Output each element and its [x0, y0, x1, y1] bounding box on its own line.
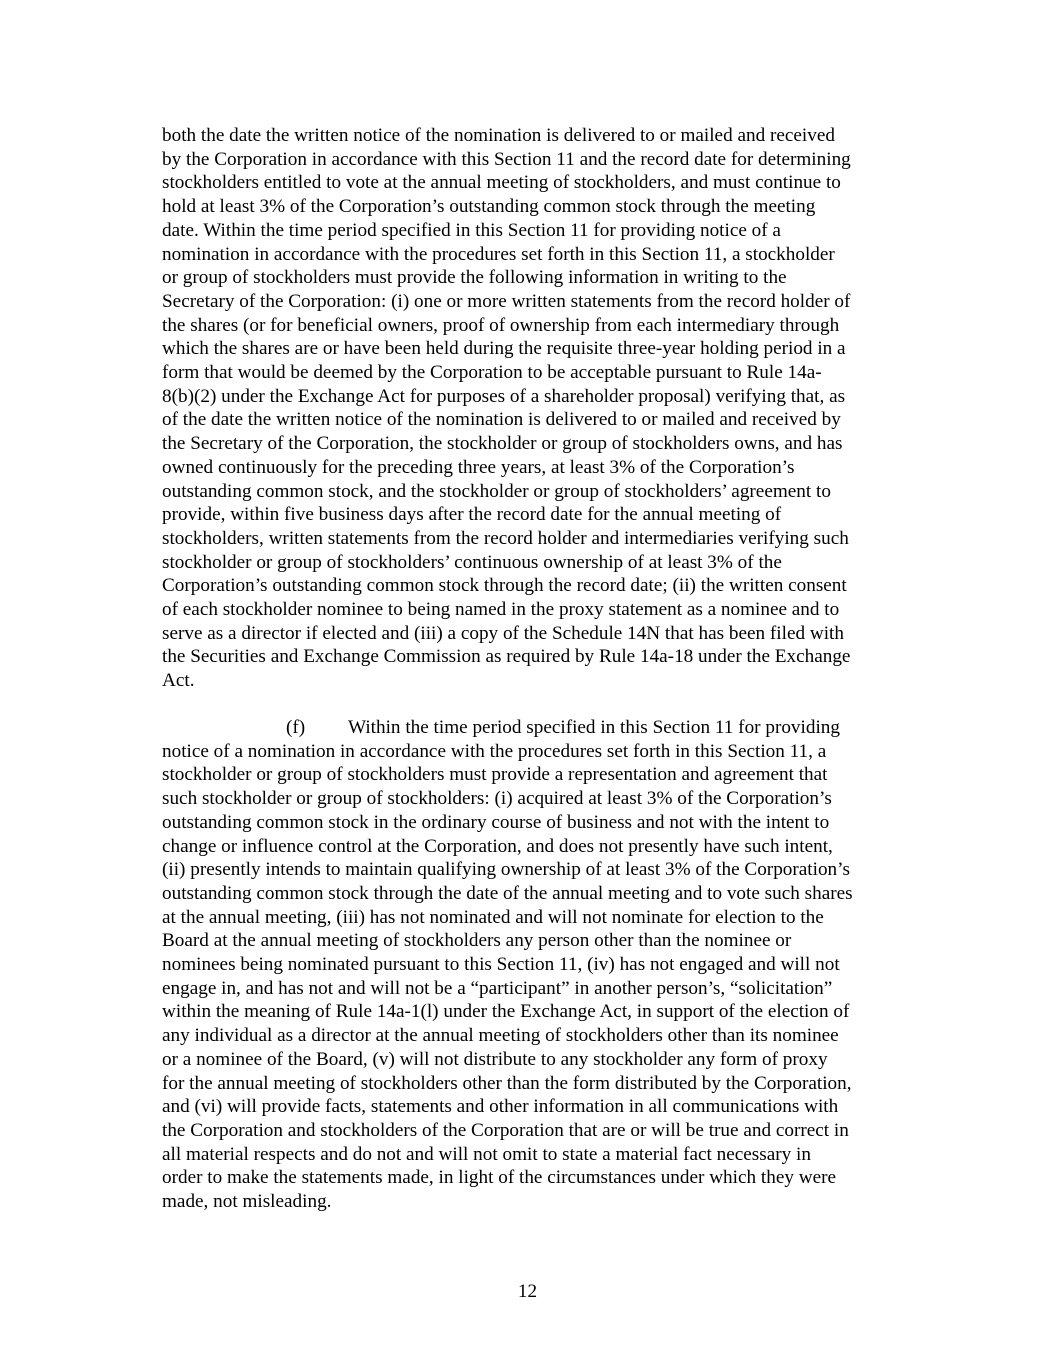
text-line: outstanding common stock in the ordinary course of business and not with the intent to [162, 811, 830, 833]
text-line: all material respects and do not and will not omit to state a material fact necessary in [162, 1143, 811, 1165]
text-line: 8(b)(2) under the Exchange Act for purposes of a shareholder proposal) verifying that, as [162, 385, 846, 407]
text-line: of the date the written notice of the nomination is delivered to or mailed and received by [162, 409, 841, 431]
text-line: engage in, and has not and will not be a “participant” in another person’s, “solicitation” [162, 977, 833, 999]
text-line: both the date the written notice of the nomination is delivered to or mailed and received [162, 125, 835, 146]
text-line: at the annual meeting, (iii) has not nominated and will not nominate for election to the [162, 906, 824, 928]
text-line: the Corporation and stockholders of the Corporation that are or will be true and correct in [162, 1119, 849, 1141]
text-line: stockholders, written statements from the record holder and intermediaries verifying such [162, 527, 849, 549]
text-line: for the annual meeting of stockholders other than the form distributed by the Corporation, [162, 1072, 852, 1094]
text-line: within the meaning of Rule 14a-1(l) under the Exchange Act, in support of the election of [162, 1001, 850, 1023]
text-line: Board at the annual meeting of stockholders any person other than the nominee or [162, 930, 792, 952]
paragraph-marker: (f) [286, 717, 306, 738]
text-line: any individual as a director at the annual meeting of stockholders other than its nominee [162, 1025, 839, 1047]
text-line: serve as a director if elected and (iii) a copy of the Schedule 14N that has been filed with [162, 622, 844, 644]
text-line: the Secretary of the Corporation, the stockholder or group of stockholders owns, and has [162, 433, 843, 455]
text-line: such stockholder or group of stockholders: (i) acquired at least 3% of the Corporation’s [162, 788, 832, 810]
text-line: Act. [162, 670, 195, 692]
text-line: form that would be deemed by the Corporation to be acceptable pursuant to Rule 14a- [162, 362, 822, 384]
text-line: the Securities and Exchange Commission as required by Rule 14a-18 under the Exchange [162, 646, 851, 668]
text-line: Corporation’s outstanding common stock through the record date; (ii) the written consent [162, 575, 847, 597]
text-line: change or influence control at the Corporation, and does not presently have such intent, [162, 835, 833, 857]
page-number: 12 [517, 1281, 538, 1302]
text-line: (ii) presently intends to maintain qualifying ownership of at least 3% of the Corporation’s [162, 859, 850, 881]
text-line: notice of a nomination in accordance with the procedures set forth in this Section 11, a [162, 740, 827, 762]
text-line: nomination in accordance with the procedures set forth in this Section 11, a stockholder [162, 243, 835, 265]
text-line: made, not misleading. [162, 1191, 332, 1213]
text-line: nominees being nominated pursuant to this Section 11, (iv) has not engaged and will not [162, 954, 840, 976]
text-line: stockholder or group of stockholders’ continuous ownership of at least 3% of the [162, 551, 782, 573]
paragraph-continuation [162, 124, 922, 693]
text-line: Secretary of the Corporation: (i) one or more written statements from the record holder of [162, 290, 851, 312]
text-line: owned continuously for the preceding three years, at least 3% of the Corporation’s [162, 456, 795, 478]
text-line: and (vi) will provide facts, statements and other information in all communications with [162, 1096, 839, 1118]
text-line: the shares (or for beneficial owners, proof of ownership from each intermediary through [162, 314, 840, 336]
text-line: date. Within the time period specified in this Section 11 for providing notice of a [162, 219, 781, 241]
paragraph-f [162, 716, 922, 1214]
text-line: by the Corporation in accordance with this Section 11 and the record date for determining [162, 148, 851, 170]
text-line: which the shares are or have been held during the requisite three-year holding period in a [162, 338, 846, 360]
text-line: or group of stockholders must provide the following information in writing to the [162, 267, 787, 289]
text-line: stockholders entitled to vote at the annual meeting of stockholders, and must continue to [162, 172, 841, 194]
paragraph-first-line [162, 716, 922, 740]
text-line: outstanding common stock through the date of the annual meeting and to vote such shares [162, 882, 853, 904]
text-line: outstanding common stock, and the stockholder or group of stockholders’ agreement to [162, 480, 831, 502]
text-line: stockholder or group of stockholders must provide a representation and agreement that [162, 764, 828, 786]
text-line: provide, within five business days after the record date for the annual meeting of [162, 504, 782, 526]
text-line: hold at least 3% of the Corporation’s outstanding common stock through the meeting [162, 196, 816, 218]
first-line-text: Within the time period specified in this Section 11 for providing [348, 717, 840, 738]
text-line: order to make the statements made, in light of the circumstances under which they were [162, 1167, 836, 1189]
text-line: or a nominee of the Board, (v) will not distribute to any stockholder any form of proxy [162, 1048, 828, 1070]
text-line: of each stockholder nominee to being named in the proxy statement as a nominee and to [162, 599, 840, 621]
